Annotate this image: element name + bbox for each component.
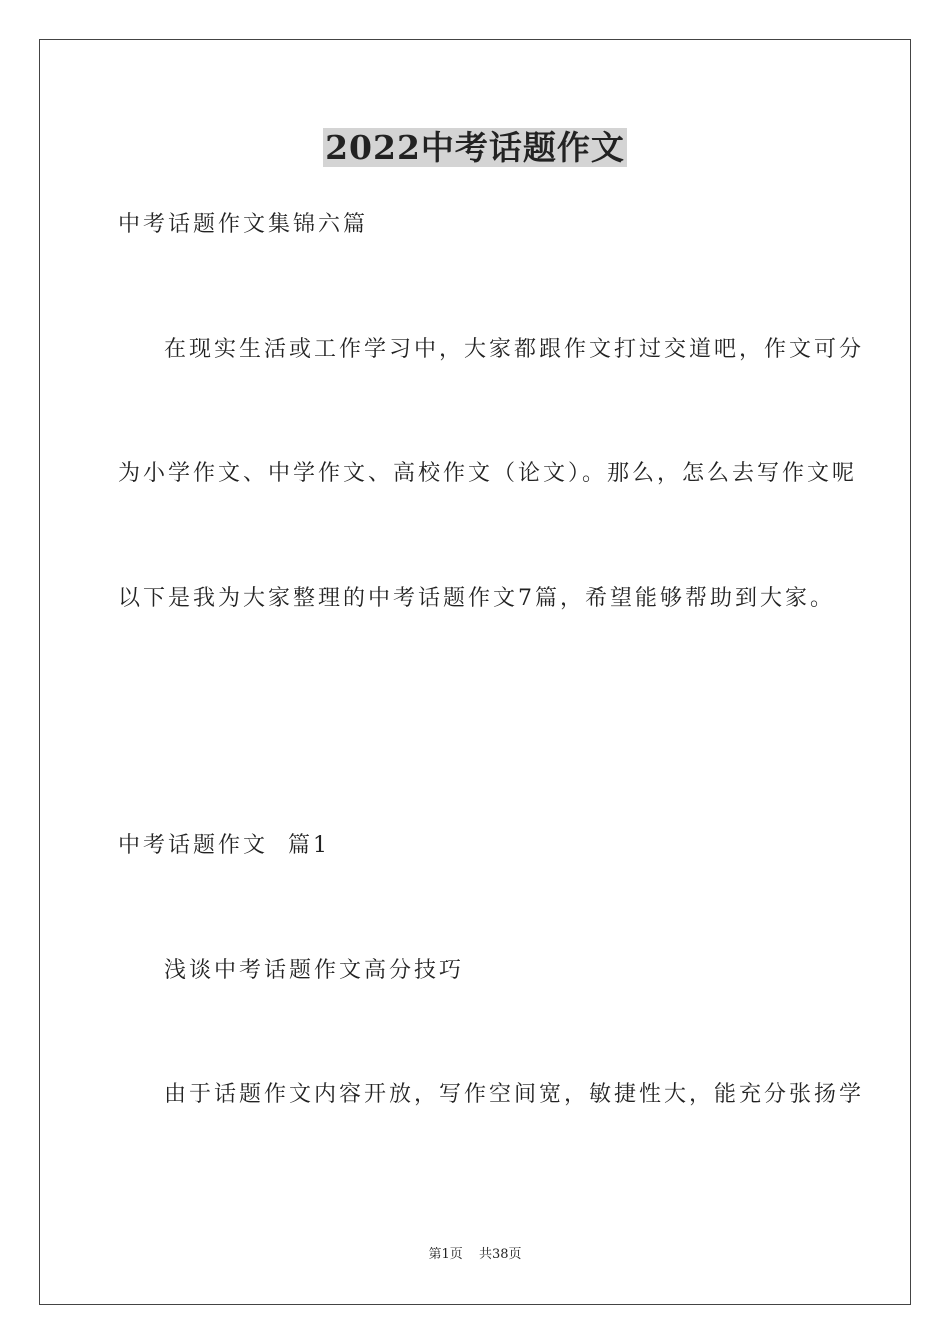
document-title-text: 2022中考话题作文 bbox=[325, 128, 625, 167]
page-footer bbox=[0, 1246, 950, 1264]
body-line-1: 由于话题作文内容开放，写作空间宽，敏捷性大，能充分张扬学 bbox=[164, 1082, 865, 1107]
intro-line-2: 为小学作文、中学作文、高校作文（论文）。那么，怎么去写作文呢 bbox=[118, 461, 858, 486]
section-heading: 中考话题作文 篇1 bbox=[118, 833, 330, 858]
page-number: 第1页 bbox=[428, 1247, 463, 1262]
intro-line-3: 以下是我为大家整理的中考话题作文7篇，希望能够帮助到大家。 bbox=[118, 586, 835, 611]
essay-title: 浅谈中考话题作文高分技巧 bbox=[164, 958, 465, 983]
page-total: 共38页 bbox=[478, 1247, 522, 1262]
intro-line-1: 在现实生活或工作学习中，大家都跟作文打过交道吧，作文可分 bbox=[164, 337, 865, 362]
document-title bbox=[0, 126, 950, 170]
document-subtitle: 中考话题作文集锦六篇 bbox=[118, 212, 369, 237]
